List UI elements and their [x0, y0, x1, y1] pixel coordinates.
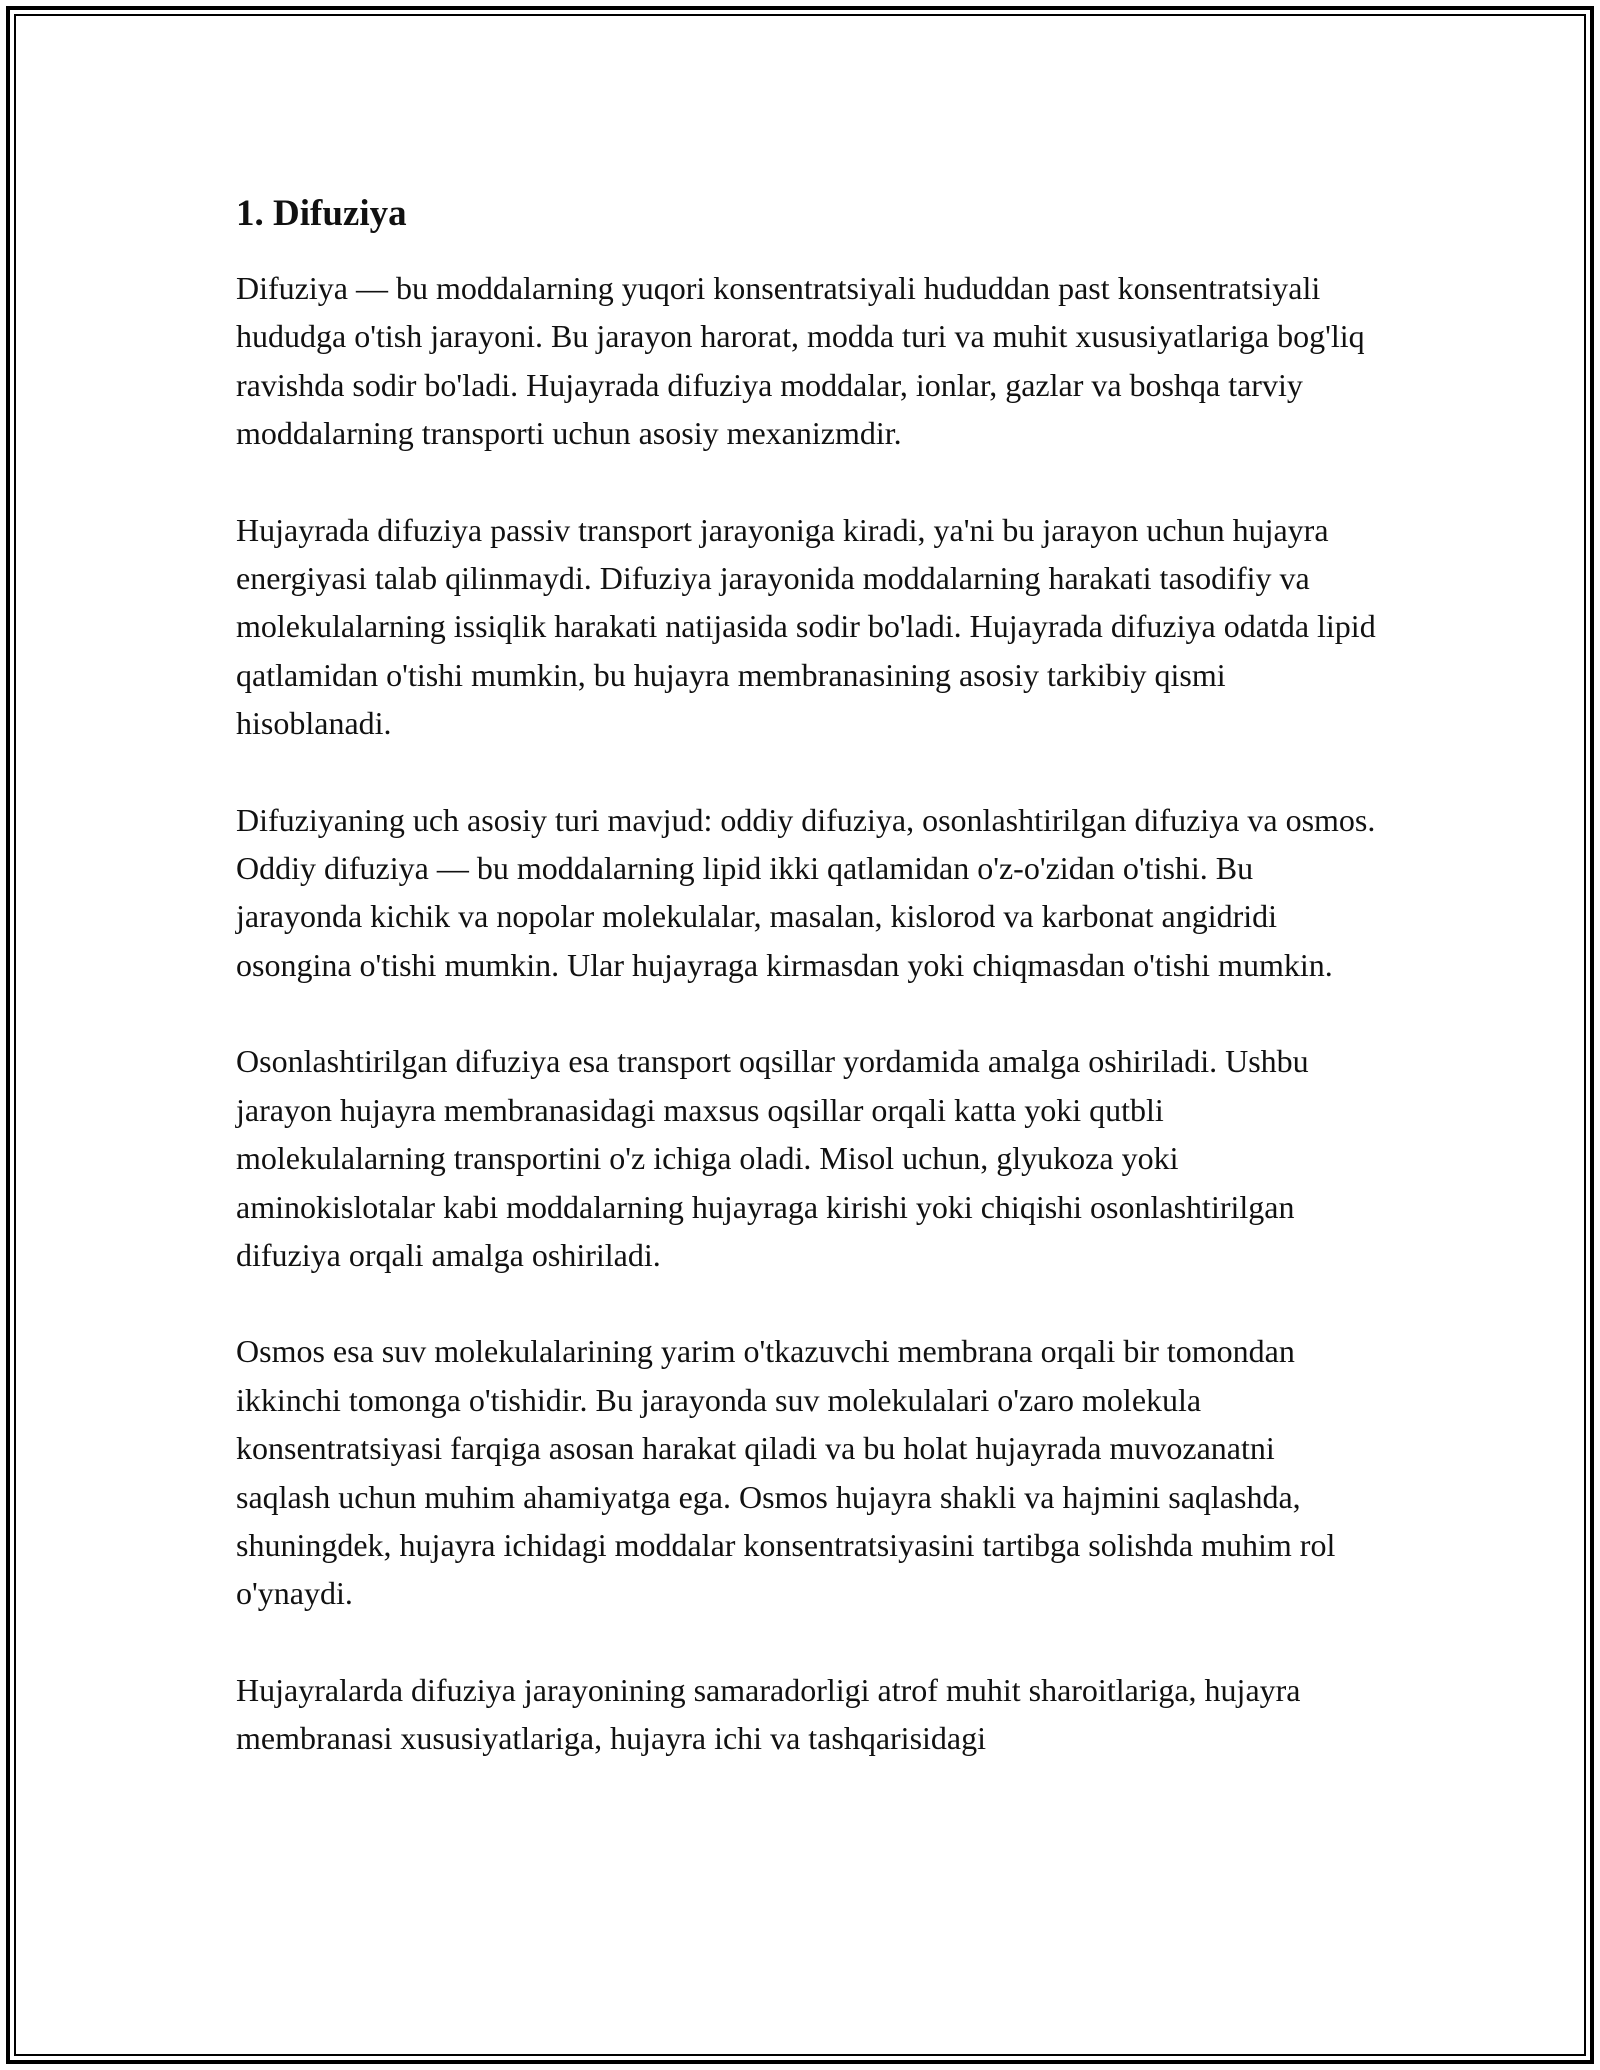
paragraph-facilitated-diffusion: Osonlashtirilgan difuziya esa transport oqsillar yordamida amalga oshiriladi. Ushbu jarayon hujayra membranasidagi maxsus oqsillar orqali katta yoki qutbli molekulalarning transportini o'z ichiga oladi. Misol uchun, glyukoza yoki aminokislotalar kabi moddalarning hujayraga kirishi yoki chiqishi osonlashtirilgan difuziya orqali amalga oshiriladi.: [236, 1043, 1309, 1273]
section-heading: 1. Difuziya: [236, 193, 407, 234]
paragraph-osmosis: Osmos esa suv molekulalarining yarim o'tkazuvchi membrana orqali bir tomondan ikkinchi tomonga o'tishidir. Bu jarayonda suv molekulalari o'zaro molekula konsentratsiyasi farqiga asosan harakat qiladi va bu holat hujayrada muvozanatni saqlash uchun muhim ahamiyatga ega. Osmos hujayra shakli va hajmini saqlashda, shuningdek, hujayra ichidagi moddalar konsentratsiyasini tartibga solishda muhim rol o'ynaydi.: [236, 1333, 1336, 1612]
paragraph-diffusion-types: Difuziyaning uch asosiy turi mavjud: oddiy difuziya, osonlashtirilgan difuziya va osmos. Oddiy difuziya — bu moddalarning lipid ikki qatlamidan o'z-o'zidan o'tishi. Bu jarayonda kichik va nopolar molekulalar, masalan, kislorod va karbonat angidridi osongina o'tishi mumkin. Ular hujayraga kirmasdan yoki chiqmasdan o'tishi mumkin.: [236, 801, 1376, 983]
paragraph-efficiency: Hujayralarda difuziya jarayonining samaradorligi atrof muhit sharoitlariga, hujayra membranasi xususiyatlariga, hujayra ichi va tashqarisidagi: [236, 1671, 1301, 1757]
paragraph-definition: Difuziya — bu moddalarning yuqori konsentratsiyali hududdan past konsentratsiyali hududga o'tish jarayoni. Bu jarayon harorat, modda turi va muhit xususiyatlariga bog'liq ravishda sodir bo'ladi. Hujayrada difuziya moddalar, ionlar, gazlar va boshqa tarviy moddalarning transporti uchun asosiy mexanizmdir.: [236, 270, 1365, 452]
document-body: [236, 188, 1386, 1811]
paragraph-passive-transport: Hujayrada difuziya passiv transport jarayoniga kiradi, ya'ni bu jarayon uchun hujayra energiyasi talab qilinmaydi. Difuziya jarayonida moddalarning harakati tasodifiy va molekulalarning issiqlik harakati natijasida sodir bo'ladi. Hujayrada difuziya odatda lipid qatlamidan o'tishi mumkin, bu hujayra membranasining asosiy tarkibiy qismi hisoblanadi.: [236, 511, 1376, 742]
